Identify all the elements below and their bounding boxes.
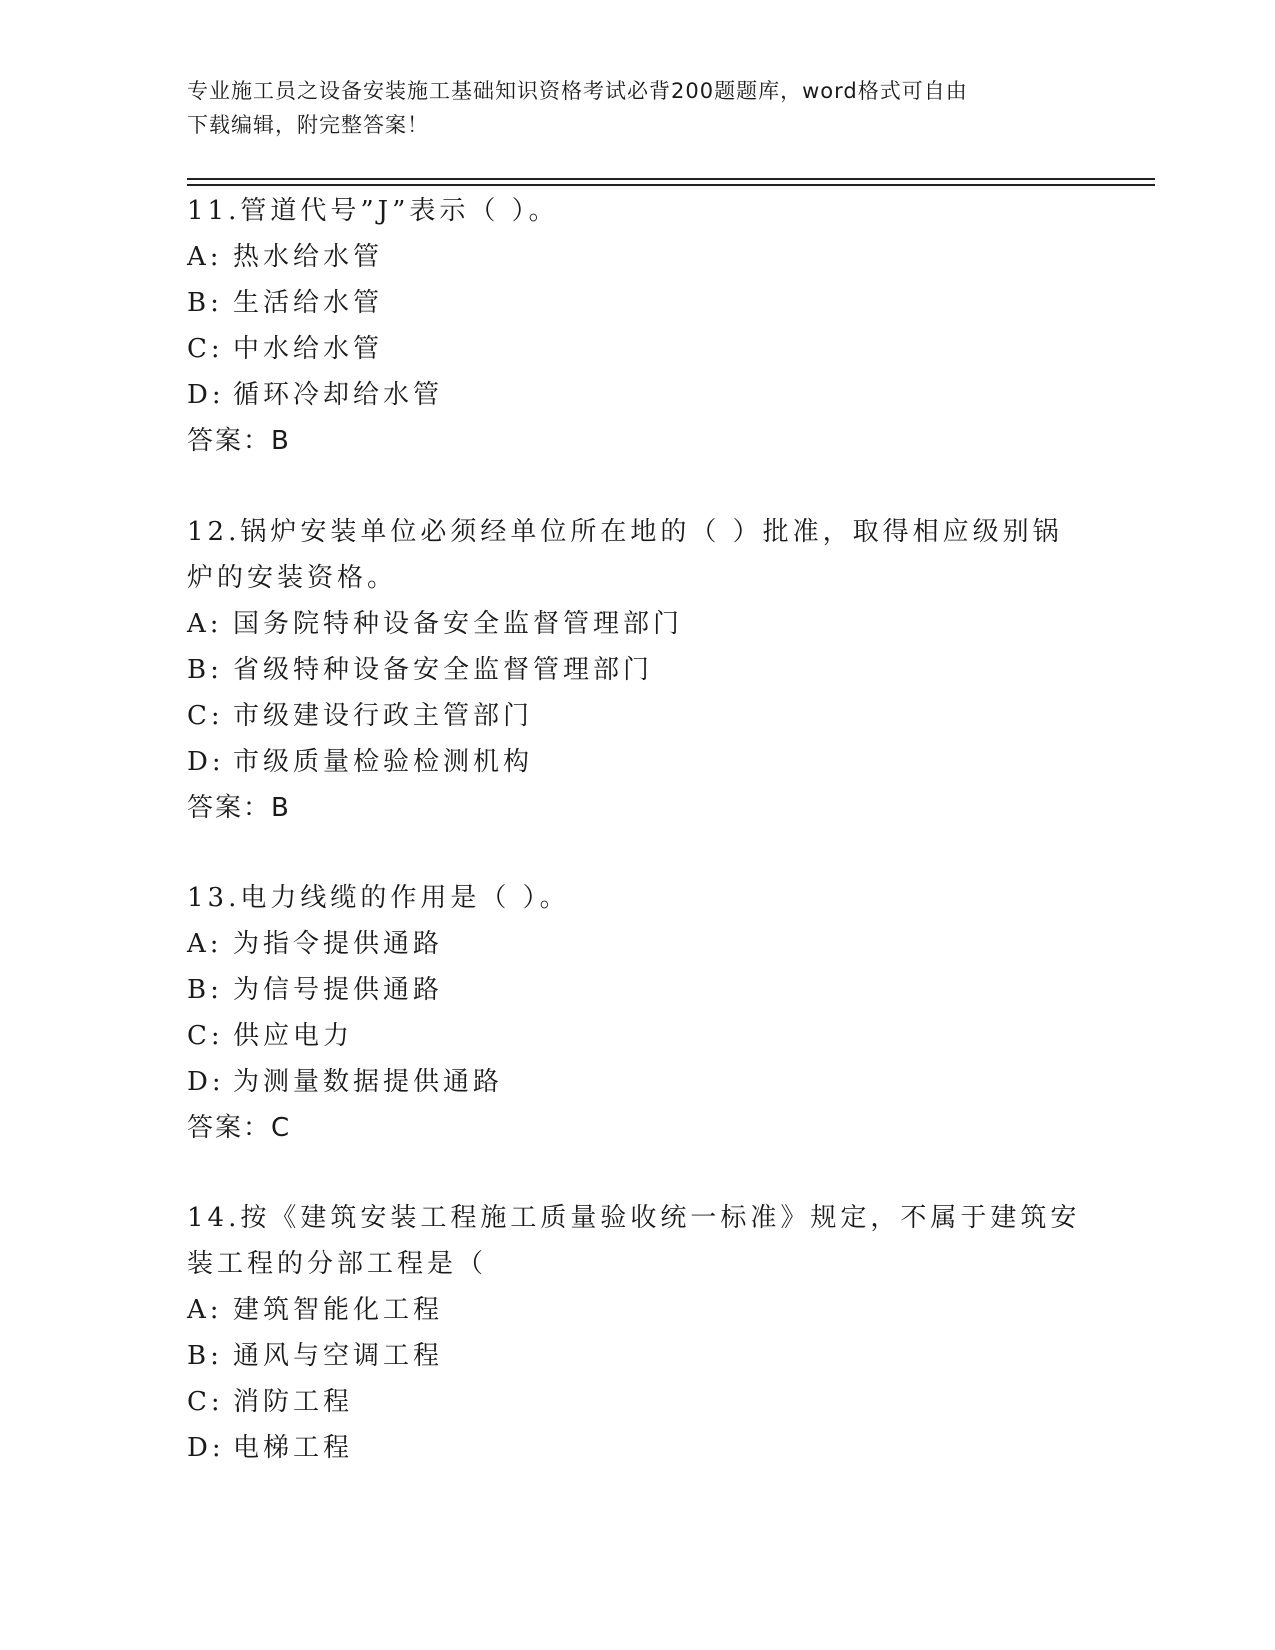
- option-key: B:: [187, 288, 223, 318]
- option-c: [187, 1379, 1087, 1425]
- option-text: 国务院特种设备安全监督管理部门: [233, 609, 684, 639]
- option-text: 循环冷却给水管: [233, 380, 444, 410]
- option-d: [187, 739, 1087, 785]
- option-d: [187, 1425, 1087, 1471]
- question-13: [187, 875, 1087, 1151]
- option-text: 市级建设行政主管部门: [233, 701, 534, 731]
- option-key: C:: [187, 1021, 224, 1051]
- option-d: [187, 372, 1087, 418]
- option-key: A:: [187, 242, 223, 272]
- option-text: 消防工程: [233, 1387, 354, 1417]
- question-11: [187, 188, 1087, 464]
- header-line-1: 专业施工员之设备安装施工基础知识资格考试必背200题题库，word格式可自由: [187, 79, 968, 103]
- option-b: [187, 967, 1087, 1013]
- option-text: 中水给水管: [233, 334, 384, 364]
- answer: 答案：B: [187, 793, 291, 823]
- option-key: C:: [187, 334, 224, 364]
- option-key: C:: [187, 1387, 224, 1417]
- option-d: [187, 1059, 1087, 1105]
- option-text: 建筑智能化工程: [233, 1295, 444, 1325]
- option-key: A:: [187, 609, 223, 639]
- option-key: B:: [187, 1341, 223, 1371]
- option-text: 为信号提供通路: [233, 975, 444, 1005]
- header-divider-top: [187, 178, 1155, 180]
- option-a: [187, 234, 1087, 280]
- option-key: B:: [187, 655, 223, 685]
- option-a: [187, 1287, 1087, 1333]
- option-b: [187, 647, 1087, 693]
- answer: 答案：C: [187, 1113, 292, 1143]
- option-c: [187, 1013, 1087, 1059]
- option-text: 为指令提供通路: [233, 929, 444, 959]
- question-stem: 14.按《建筑安装工程施工质量验收统一标准》规定，不属于建筑安装工程的分部工程是（: [187, 1203, 1081, 1279]
- option-text: 生活给水管: [233, 288, 384, 318]
- option-b: [187, 1333, 1087, 1379]
- option-key: D:: [187, 1433, 225, 1463]
- option-key: D:: [187, 380, 225, 410]
- question-stem: 13.电力线缆的作用是（ ）。: [187, 883, 570, 913]
- question-12: [187, 509, 1087, 831]
- option-key: A:: [187, 1295, 223, 1325]
- option-text: 热水给水管: [233, 242, 384, 272]
- option-key: B:: [187, 975, 223, 1005]
- header-divider-bottom: [187, 184, 1155, 186]
- option-a: [187, 921, 1087, 967]
- option-text: 市级质量检验检测机构: [233, 747, 534, 777]
- option-text: 供应电力: [233, 1021, 354, 1051]
- option-text: 电梯工程: [233, 1433, 354, 1463]
- option-key: D:: [187, 1067, 225, 1097]
- document-header: [187, 74, 1067, 142]
- option-text: 通风与空调工程: [233, 1341, 444, 1371]
- option-key: C:: [187, 701, 224, 731]
- answer: 答案：B: [187, 426, 291, 456]
- option-c: [187, 326, 1087, 372]
- option-a: [187, 601, 1087, 647]
- header-line-2: 下载编辑，附完整答案！: [187, 113, 429, 137]
- option-text: 省级特种设备安全监督管理部门: [233, 655, 654, 685]
- question-stem: 12.锅炉安装单位必须经单位所在地的（ ）批准，取得相应级别锅炉的安装资格。: [187, 517, 1063, 593]
- option-key: A:: [187, 929, 223, 959]
- option-text: 为测量数据提供通路: [233, 1067, 504, 1097]
- option-key: D:: [187, 747, 225, 777]
- question-stem: 11.管道代号”J”表示（ ）。: [187, 196, 559, 226]
- option-c: [187, 693, 1087, 739]
- option-b: [187, 280, 1087, 326]
- question-14: [187, 1195, 1087, 1471]
